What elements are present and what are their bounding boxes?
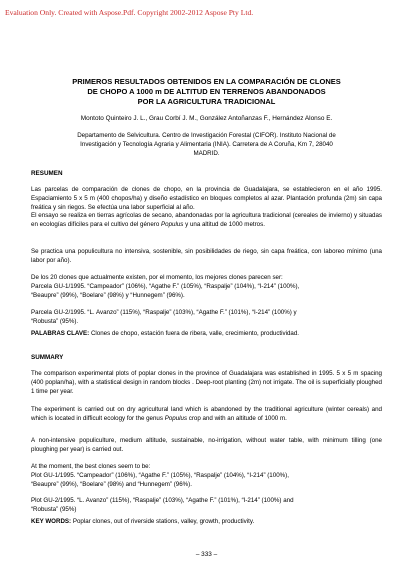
affiliation (31, 131, 382, 158)
paragraph-text: El ensayo se realiza en tierras agrícolas de secano, abandonadas por la agricultura tradicional (cereales de invierno) y situadas en ecologías difíciles para el cultivo del género (31, 212, 382, 228)
resumen-paragraph-5 (31, 308, 382, 326)
genus-name: Populus (161, 221, 184, 228)
paragraph-line: Parcela GU-1/1995. “Campeador” (106%), “Agathe F.” (105%), “Raspalje” (104%), “I-214” (100%), (31, 283, 300, 290)
affiliation-line: Investigación y Tecnología Agraria y Alimentaria (INIA). Carretera de A Coruña, Km 7, 28040 (80, 141, 333, 148)
paragraph-line: “Beaupre” (99%), “Boelare” (98%) and “Hunnegem” (96%). (31, 481, 192, 488)
summary-paragraph-4 (31, 462, 382, 489)
author-list: Montoto Quinteiro J. L., Grau Corbí J. M., González Antoñanzas F., Hernández Alonso E. (80, 115, 333, 122)
title-line: DE CHOPO A 1000 m DE ALTITUD EN TERRENOS ABANDONADOS (87, 87, 326, 96)
evaluation-watermark: Evaluation Only. Created with Aspose.Pdf. Copyright 2002-2012 Aspose Pty Ltd. (5, 8, 254, 17)
paragraph-line: De los 20 clones que actualmente existen, por el momento, los mejores clones parecen ser: (31, 274, 283, 281)
resumen-heading (31, 169, 382, 178)
palabras-clave (31, 329, 382, 338)
resumen-paragraph-1: Las parcelas de comparación de clones de chopo, en la provincia de Guadalajara, se establecieron en el año 1995. Espaciamiento 5 x 5 m (400 chopos/ha) y diseño estadístico en bloques completos al azar. Plantación profunda (2m) sin capa freática y sin riegos. Se efectúa una labor superficial al año. (31, 186, 382, 211)
paragraph-line: “Robusta” (95%). (31, 318, 79, 325)
section-heading: SUMMARY (31, 354, 64, 361)
affiliation-line: MADRID. (193, 150, 220, 157)
paragraph-line: Parcela GU-2/1995. “L. Avanzo” (115%), “Raspalje” (103%), “Agathe F.” (101%), “I-214” (100%) y (31, 309, 297, 316)
resumen-paragraph-3: Se practica una populicultura no intensiva, sostenible, sin posibilidades de riego, sin capa freática, con laboreo mínimo (una labor por año). (31, 248, 382, 264)
section-heading: RESUMEN (31, 170, 63, 177)
resumen-paragraph-4 (31, 273, 382, 300)
genus-name: Populus (164, 415, 188, 422)
affiliation-line: Departamento de Selvicultura. Centro de Investigación Forestal (CIFOR). Instituto Nacional de (77, 132, 336, 139)
page-number: – 333 – (195, 551, 218, 558)
paragraph-line: At the moment, the best clones seem to be: (31, 463, 151, 470)
paragraph-line: Plot GU-1/1995. “Campeador” (106%), “Agathe F.” (105%), “Raspalje” (104%), “I-214” (100%), (31, 472, 289, 479)
key-words (31, 517, 382, 526)
paragraph-line: “Beaupre” (99%), “Boelare” (98%) y “Hunnegem” (96%). (31, 292, 185, 299)
keywords-text: Clones de chopo, estación fuera de ribera, valle, crecimiento, productividad. (89, 330, 300, 337)
resumen-paragraph-2 (31, 211, 382, 229)
summary-paragraph-5 (31, 496, 382, 514)
summary-paragraph-3: A non-intensive populiculture, medium altitude, sustainable, no-irrigation, without water table, with minimum tilling (one ploughing per year) is carried out. (31, 437, 382, 453)
paragraph-text: crop and with an altitude of 1000 m. (187, 415, 287, 422)
summary-heading (31, 353, 382, 362)
keywords-label: PALABRAS CLAVE: (31, 330, 90, 337)
paragraph-line: Plot GU-2/1995. “L. Avanzo” (115%), “Raspalje” (103%), “Agathe F.” (101%), “I-214” (100%) and (31, 497, 294, 504)
summary-paragraph-2 (31, 405, 382, 423)
keywords-label: KEY WORDS: (31, 518, 72, 525)
paragraph-line: “Robusta” (95%) (31, 506, 77, 513)
title-line: POR LA AGRICULTURA TRADICIONAL (137, 97, 276, 106)
paper-title (31, 77, 382, 107)
summary-paragraph-1: The comparison experimental plots of poplar clones in the province of Guadalajara was established in 1995. 5 x 5 m spacing (400 poplan/ha), with a statistical design in random blocks . Deep-root planting (2m) not irrigate. The oil is superficially ploughed 1 time per year. (31, 370, 382, 395)
title-line: PRIMEROS RESULTADOS OBTENIDOS EN LA COMPARACIÓN DE CLONES (72, 77, 341, 86)
keywords-text: Poplar clones, out of riverside stations, valley, growth, productivity. (71, 518, 255, 525)
paragraph-text: The experiment is carried out on dry agricultural land which is abandoned by the traditional agriculture (winter cereals) and which is located in difficult ecology for the genus (31, 406, 382, 422)
paragraph-text: y una altitud de 1000 metros. (183, 221, 265, 228)
